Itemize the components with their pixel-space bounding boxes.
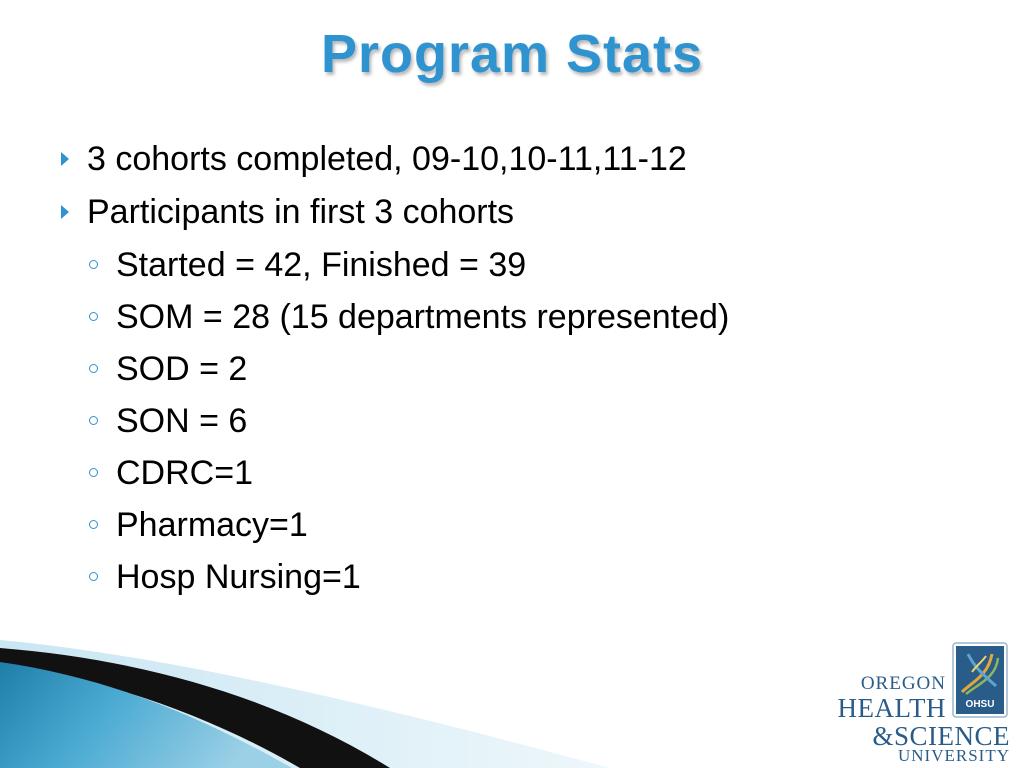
sub-bullet-text: Hosp Nursing=1 (116, 558, 361, 596)
sub-bullet-text: SOM = 28 (15 departments represented) (116, 298, 730, 336)
logo-oregon-text: OREGON (860, 673, 946, 694)
logo-health-text: HEALTH (837, 693, 946, 723)
sub-bullet-text: CDRC=1 (116, 454, 253, 492)
logo-university-text: UNIVERSITY (898, 746, 1010, 765)
sub-bullet-text: Started = 42, Finished = 39 (116, 246, 527, 284)
sub-bullet-text: Pharmacy=1 (116, 506, 308, 544)
ohsu-emblem-label: OHSU (965, 699, 995, 710)
slide-title: Program Stats (320, 24, 704, 84)
logo-science-text: &SCIENCE (872, 721, 1010, 751)
bullet-text: 3 cohorts completed, 09-10,10-11,11-12 (87, 140, 687, 178)
sub-bullet-text: SOD = 2 (116, 350, 248, 388)
sub-bullet-text: SON = 6 (116, 402, 248, 440)
ohsu-emblem-icon (952, 642, 1008, 718)
bullet-text: Participants in first 3 cohorts (87, 193, 515, 231)
ohsu-logo (832, 640, 1018, 764)
